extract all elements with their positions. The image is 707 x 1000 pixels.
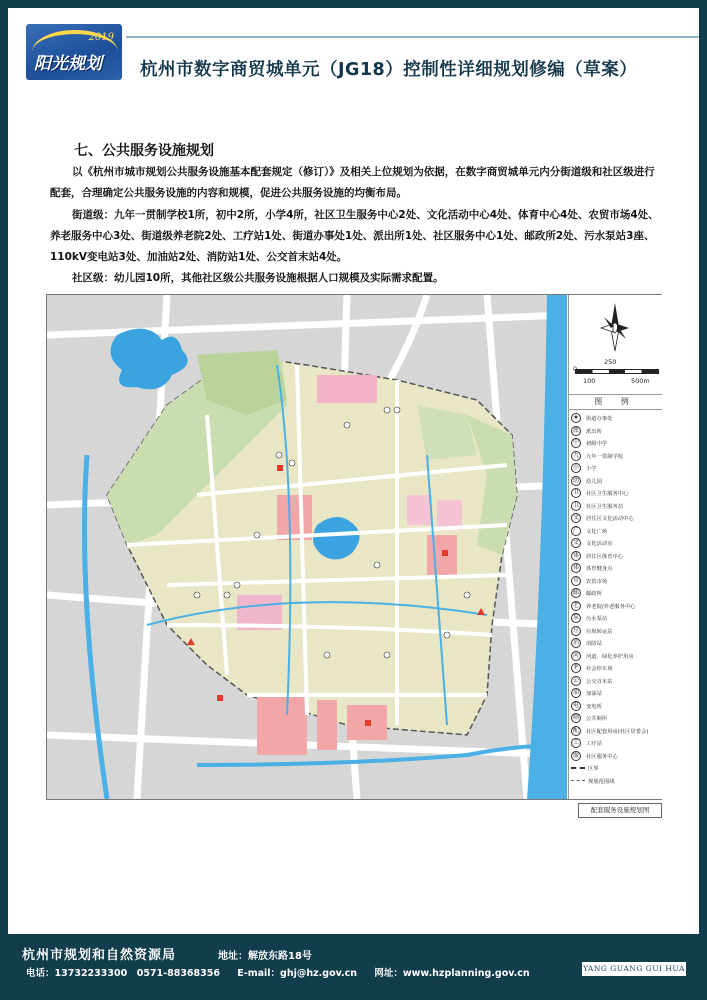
north-arrow-icon: [597, 301, 633, 355]
legend-list: [571, 412, 661, 787]
legend-label: 加油站: [586, 691, 602, 698]
legend-item: [571, 750, 661, 763]
legend-label: 街道办事处: [586, 416, 613, 423]
footer-website[interactable]: 网址：www.hzplanning.gov.cn: [374, 968, 530, 979]
legend-label: 区界: [588, 766, 599, 773]
legend-symbol-icon: 河: [572, 651, 579, 659]
legend-item: [571, 662, 661, 675]
legend-label: 社会停车场: [586, 666, 613, 673]
legend-symbol-icon: 广: [572, 526, 579, 534]
legend-item: [571, 600, 661, 613]
legend-symbol-icon: 九: [572, 451, 579, 459]
legend-item: [571, 512, 661, 525]
legend-symbol-icon: 配: [572, 726, 579, 734]
scale-end-label: 500m: [631, 377, 650, 385]
legend-symbol-icon: 垃: [572, 626, 579, 634]
legend-item: [571, 550, 661, 563]
footer-organization: 杭州市规划和自然资源局: [22, 948, 177, 963]
legend-item: [571, 412, 661, 425]
map-caption: 配套服务设施规划图: [578, 803, 662, 818]
legend-item: [571, 612, 661, 625]
legend-item: [571, 625, 661, 638]
boundary-line-icon: [571, 767, 585, 769]
legend-item: [571, 437, 661, 450]
footer-brand: YANG GUANG GUI HUA: [582, 962, 686, 976]
legend-label: 社区卫生服务站: [586, 503, 624, 510]
legend-symbol-icon: 工: [572, 739, 579, 747]
legend-label: 文化广场: [586, 528, 608, 535]
legend-item: [571, 700, 661, 713]
legend-label: 公交首末站: [586, 678, 613, 685]
legend-label: 文化活动室: [586, 541, 613, 548]
legend-label: 污水泵站: [586, 616, 608, 623]
legend-symbol-icon: 服: [572, 751, 579, 759]
legend-item: [571, 562, 661, 575]
logo-year: 2019: [88, 32, 114, 43]
legend-symbol-icon: 泵: [572, 614, 579, 622]
legend-symbol-icon: 邮: [572, 589, 579, 597]
legend-symbol-icon: 文: [572, 539, 579, 547]
legend-label: 幼儿园: [586, 478, 602, 485]
legend-symbol-icon: ★: [571, 413, 581, 423]
legend-item: [571, 637, 661, 650]
legend-item: [571, 475, 661, 488]
legend-symbol-icon: 消: [572, 639, 579, 647]
sunshine-planning-logo: [26, 24, 122, 80]
legend-label: 初级中学: [586, 441, 608, 448]
legend-label: 居住区文化活动中心: [586, 516, 634, 523]
legend-item: [571, 650, 661, 663]
legend-item: [571, 487, 661, 500]
legend-label: 消防站: [586, 641, 602, 648]
page-title: 杭州市数字商贸城单元（JG18）控制性详细规划修编（草案）: [140, 60, 638, 80]
legend-symbol-icon: 电: [572, 701, 579, 709]
legend-label: 社区配套用房(社区居委会): [586, 728, 649, 735]
map-canvas[interactable]: [47, 295, 567, 799]
scale-bar: [575, 369, 659, 374]
legend-label: 社区卫生服务中心: [586, 491, 629, 498]
legend-item: [571, 712, 661, 725]
legend-item: [571, 462, 661, 475]
legend-label: 居住区体育中心: [586, 553, 624, 560]
legend-item: [571, 762, 661, 775]
legend-item: [571, 725, 661, 738]
legend-item: [571, 587, 661, 600]
footer-address: 地址：解放东路18号: [218, 951, 312, 962]
legend-label: 河道、绿化养护用房: [586, 653, 634, 660]
legend-symbol-icon: P: [571, 663, 581, 673]
legend-symbol-icon: 老: [572, 601, 579, 609]
legend-label: 九年一贯制学校: [586, 453, 624, 460]
legend-item: [571, 425, 661, 438]
scale-start-label: 0: [573, 365, 578, 373]
legend-label: 变电所: [586, 703, 602, 710]
legend-symbol-icon: 油: [572, 689, 579, 697]
legend-symbol-icon: 厕: [572, 714, 579, 722]
legend-item: [571, 687, 661, 700]
facility-plan-map: [46, 294, 662, 800]
legend-label: 养老院/养老服务中心: [586, 603, 636, 610]
paragraph-community-level: 社区级：幼儿园10所，其他社区级公共服务设施根据人口规模及实际需求配置。: [72, 272, 444, 284]
legend-symbol-icon: 卫: [572, 501, 579, 509]
legend-label: 公共厕所: [586, 716, 608, 723]
legend-label: 邮政所: [586, 591, 602, 598]
footer-contacts: [26, 965, 544, 979]
legend-label: 农贸市场: [586, 578, 608, 585]
legend-item: [571, 450, 661, 463]
legend-title: 图 例: [569, 394, 662, 410]
footer-email[interactable]: E-mail：ghj@hz.gov.cn: [237, 968, 358, 979]
legend-label: 工疗站: [586, 741, 602, 748]
map-legend: [568, 295, 662, 799]
scale-mid-label: 250: [604, 358, 617, 366]
map-drawing: [47, 295, 567, 799]
legend-item: [571, 525, 661, 538]
legend-label: 小学: [586, 466, 597, 473]
legend-symbol-icon: 文: [572, 514, 579, 522]
legend-symbol-icon: 幼: [572, 476, 579, 484]
legend-symbol-icon: 卫: [572, 489, 579, 497]
legend-label: 垃圾转运站: [586, 628, 613, 635]
legend-label: 规划范围线: [588, 778, 615, 785]
legend-item: [571, 775, 661, 788]
paragraph-basis: 以《杭州市城市规划公共服务设施基本配套规定（修订）》及相关上位规划为依据，在数字商贸城单元内分街道级和社区级进行配套，合理确定公共服务设施的内容和规模，促进公共服务设施的均衡布局。: [50, 166, 655, 199]
legend-symbol-icon: 中: [572, 439, 579, 447]
legend-label: 社区服务中心: [586, 753, 618, 760]
legend-item: [571, 737, 661, 750]
legend-label: 体育健身点: [586, 566, 613, 573]
legend-symbol-icon: 派: [572, 426, 579, 434]
scale-100-label: 100: [583, 377, 596, 385]
boundary-line-icon: [571, 780, 585, 781]
paragraph-street-level: 街道级：九年一贯制学校1所，初中2所，小学4所，社区卫生服务中心2处、文化活动中心4处、体育中心4处、农贸市场4处、养老服务中心3处、街道级养老院2处、工疗站1处、街道办事处1处、派出所1处、社区服务中心1处、邮政所2处、污水泵站3座、110kV变电站3处、加油站2处、消防站1处、公交首末站4处。: [50, 209, 659, 263]
legend-symbol-icon: 公: [572, 676, 579, 684]
legend-item: [571, 537, 661, 550]
legend-label: 派出所: [586, 428, 602, 435]
legend-symbol-icon: 市: [572, 576, 579, 584]
logo-text: 阳光规划: [34, 54, 102, 74]
legend-item: [571, 575, 661, 588]
legend-symbol-icon: 小: [572, 464, 579, 472]
section-title: 七、公共服务设施规划: [74, 143, 214, 159]
legend-symbol-icon: 体: [572, 564, 579, 572]
footer-phone: 电话：13732233300 0571-88368356: [26, 968, 220, 979]
legend-symbol-icon: 体: [572, 551, 579, 559]
legend-item: [571, 500, 661, 513]
legend-item: [571, 675, 661, 688]
